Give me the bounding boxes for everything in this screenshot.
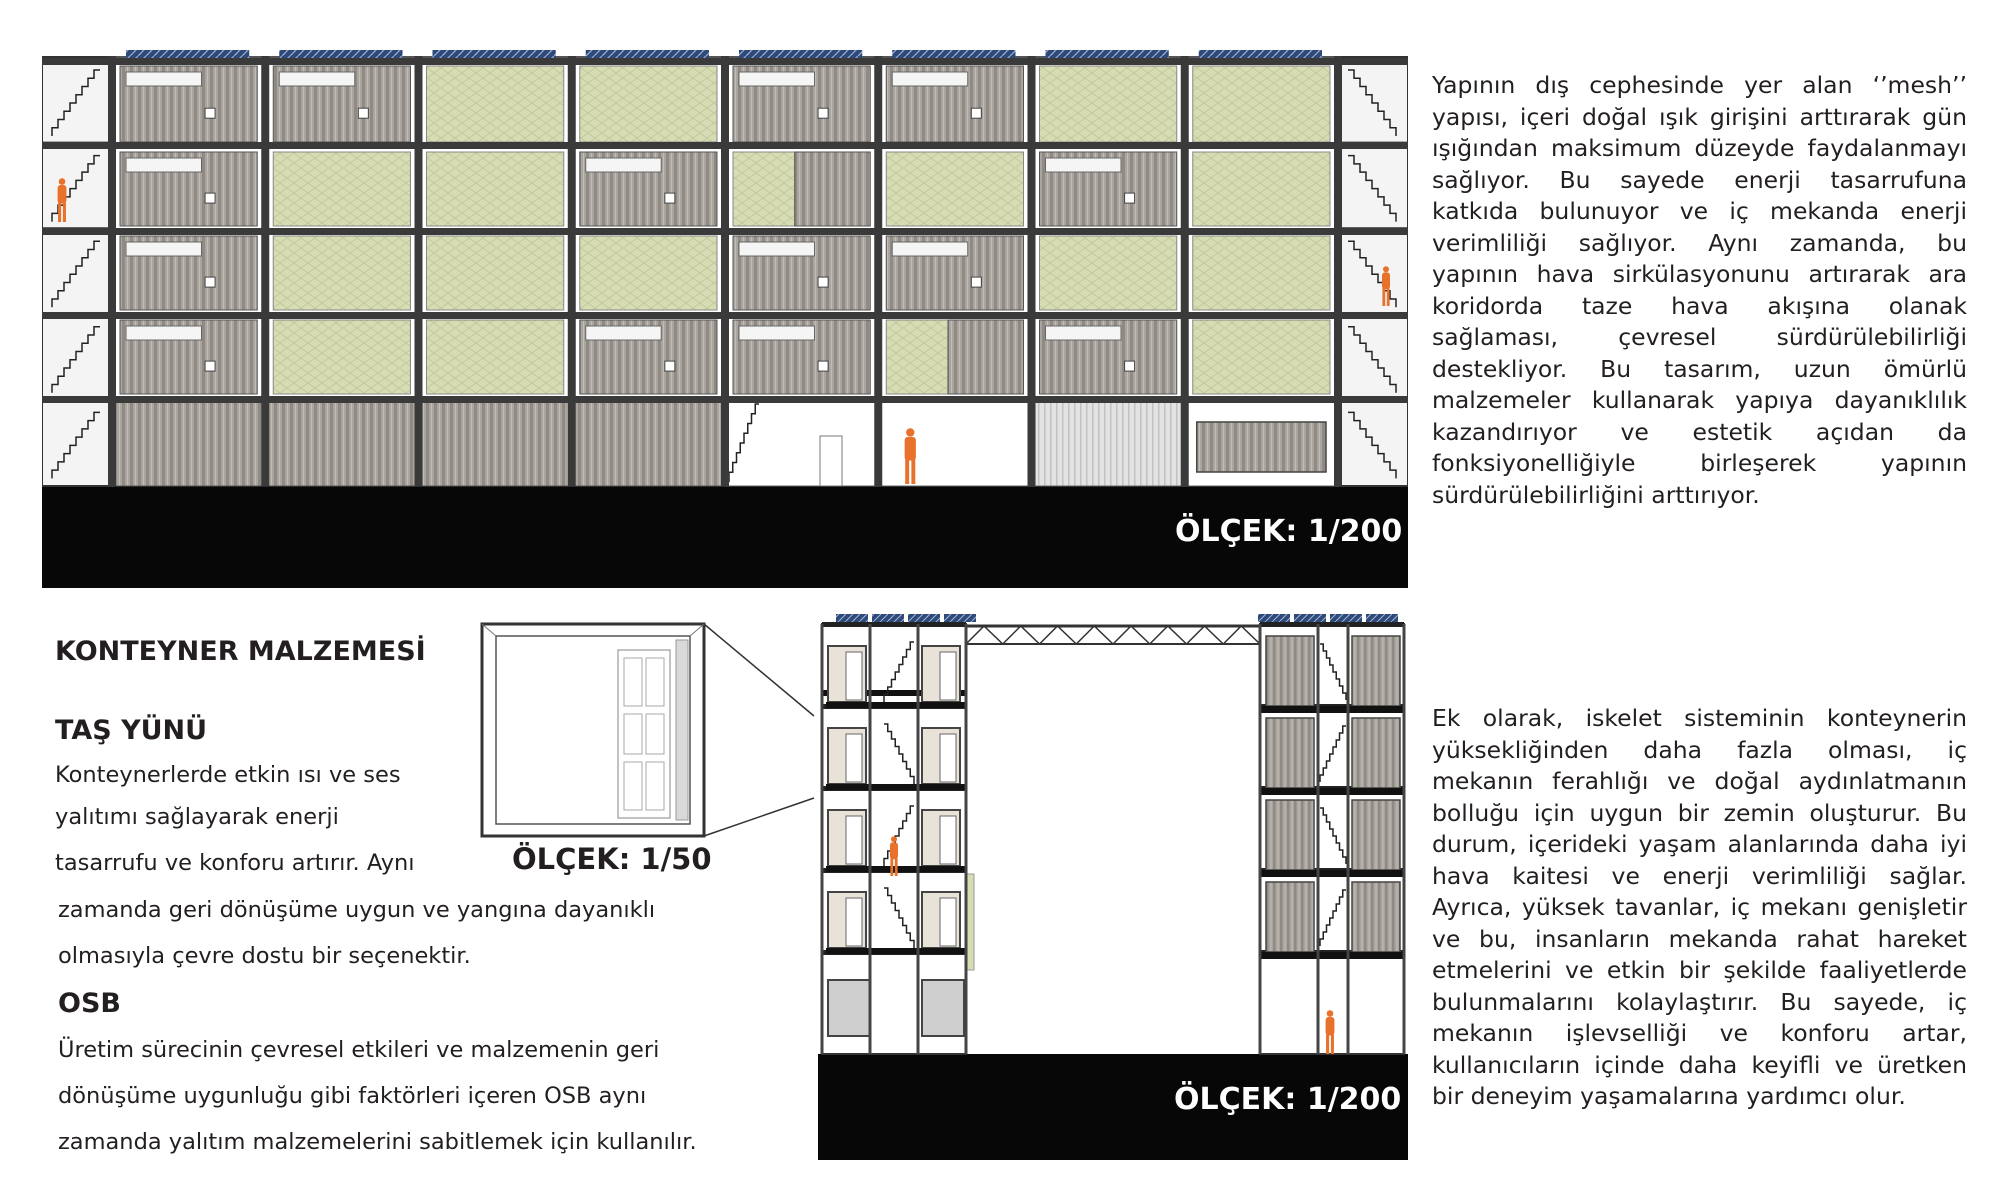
text-line: katkıda bulunuyor ve iç mekanda enerji bbox=[1432, 197, 1967, 225]
text-line: bolluğu için uygun bir zemin oluşturur. Bu bbox=[1432, 798, 1967, 827]
floor-beam bbox=[826, 948, 966, 954]
mesh-panel bbox=[1040, 236, 1177, 310]
container-vent bbox=[971, 277, 981, 287]
text-line: yapının hava sirkülasyonunu artırarak ara bbox=[1432, 260, 1967, 288]
text-line: bir deneyim yaşamalarına yardımcı olur. bbox=[1432, 1082, 1906, 1110]
floor-beam bbox=[1260, 788, 1404, 795]
text-line: Yapının dış cephesinde yer alan ‘’mesh’’ bbox=[1432, 71, 1967, 99]
container-window bbox=[126, 242, 201, 256]
container-vent bbox=[971, 108, 981, 118]
mesh-panel bbox=[427, 66, 564, 142]
solar-panel bbox=[892, 50, 1015, 58]
column bbox=[568, 56, 576, 486]
mesh-panel bbox=[1193, 236, 1330, 310]
container-window bbox=[126, 326, 201, 340]
stone-wool-line: Konteynerlerde etkin ısı ve ses bbox=[55, 762, 401, 788]
column bbox=[874, 56, 882, 486]
mesh-panel bbox=[1193, 152, 1330, 226]
detail-scale-label: ÖLÇEK: 1/50 bbox=[512, 842, 712, 876]
text-line: Ayrıca, yüksek tavanlar, iç mekanı genişletir bbox=[1432, 893, 1967, 921]
container-window bbox=[586, 326, 661, 340]
text-line: ve bu, insanların mekanda rahat hareket bbox=[1432, 924, 1967, 953]
container-vent bbox=[205, 193, 215, 203]
slab bbox=[1260, 622, 1404, 627]
ground-container bbox=[112, 400, 265, 486]
door bbox=[846, 898, 862, 946]
container-window bbox=[739, 242, 814, 256]
stone-wool-heading: TAŞ YÜNÜ bbox=[55, 715, 208, 746]
container-vent bbox=[665, 361, 675, 371]
solar-panel bbox=[872, 614, 904, 622]
container-vent bbox=[1125, 361, 1135, 371]
floor-beam bbox=[826, 702, 966, 708]
ground-room bbox=[828, 980, 870, 1036]
floor-beam bbox=[1260, 952, 1404, 959]
stone-wool-line: zamanda geri dönüşüme uygun ve yangına dayanıklı bbox=[58, 897, 656, 923]
solar-panel bbox=[739, 50, 862, 58]
container-window bbox=[279, 72, 354, 86]
door bbox=[846, 734, 862, 782]
solar-panel bbox=[1046, 50, 1169, 58]
slab bbox=[42, 58, 1408, 65]
slab bbox=[42, 142, 1408, 149]
ground-container bbox=[265, 400, 418, 486]
container-window bbox=[1046, 326, 1121, 340]
container bbox=[1352, 800, 1400, 870]
column bbox=[1259, 624, 1262, 1054]
solar-panel bbox=[126, 50, 249, 58]
container-vent bbox=[818, 361, 828, 371]
solar-panel bbox=[1366, 614, 1398, 622]
floor-beam bbox=[1260, 706, 1404, 713]
column bbox=[1181, 56, 1189, 486]
stair-tower bbox=[42, 58, 112, 486]
door bbox=[940, 898, 956, 946]
door bbox=[940, 816, 956, 864]
solar-panel bbox=[908, 614, 940, 622]
slab bbox=[42, 312, 1408, 319]
elevation-drawing bbox=[42, 48, 1408, 588]
solar-panel bbox=[279, 50, 402, 58]
text-line: yapısı, içeri doğal ışık girişini arttırarak gün bbox=[1432, 102, 1967, 131]
text-line: kazandırıyor ve estetik açıdan da bbox=[1432, 417, 1967, 446]
column bbox=[721, 56, 729, 486]
text-line: destekliyor. Bu tasarım, uzun ömürlü bbox=[1432, 354, 1967, 383]
container-vent bbox=[1125, 193, 1135, 203]
section-svg bbox=[818, 614, 1408, 1160]
osb-heading: OSB bbox=[58, 988, 121, 1019]
mesh-panel bbox=[580, 236, 717, 310]
mesh-panel bbox=[1040, 66, 1177, 142]
ground-lobby bbox=[878, 400, 1031, 486]
floor-beam bbox=[826, 784, 966, 790]
text-line: kullanıcıların içinde daha keyifli ve üretken bbox=[1432, 1050, 1967, 1079]
ground-container bbox=[1197, 422, 1326, 472]
mesh-panel bbox=[580, 66, 717, 142]
text-line: sağlaması, çevresel sürdürülebilirliği bbox=[1432, 323, 1967, 351]
text-line: hava kaitesi ve enerji verimliliği sağlar. bbox=[1432, 861, 1967, 890]
column bbox=[917, 624, 920, 1054]
container-window bbox=[739, 326, 814, 340]
container-window bbox=[739, 72, 814, 86]
solar-panel bbox=[944, 614, 976, 622]
text-line: mekanın ferahlığı ve doğal aydınlatmanın bbox=[1432, 767, 1967, 795]
text-line: yüksekliğinden daha fazla olması, iç bbox=[1432, 735, 1967, 764]
column bbox=[869, 624, 872, 1054]
ground-room bbox=[922, 980, 964, 1036]
container bbox=[1266, 636, 1314, 706]
column bbox=[108, 56, 116, 486]
solar-panel bbox=[433, 50, 556, 58]
text-line: sürdürülebilirliğini arttırıyor. bbox=[1432, 480, 1760, 509]
container bbox=[1352, 882, 1400, 952]
column bbox=[1334, 56, 1342, 486]
container-window bbox=[892, 72, 967, 86]
stone-wool-line: tasarrufu ve konforu artırır. Aynı bbox=[55, 850, 415, 876]
text-line: mekanın işlevselliği ve konforu artar, bbox=[1432, 1019, 1967, 1047]
section-scale-label: ÖLÇEK: 1/200 bbox=[1174, 1082, 1402, 1117]
facade-description bbox=[1432, 70, 1967, 511]
container-vent bbox=[665, 193, 675, 203]
container-vent bbox=[358, 108, 368, 118]
osb-line: zamanda yalıtım malzemelerini sabitlemek için kullanılır. bbox=[58, 1129, 697, 1155]
elevation-svg bbox=[42, 48, 1408, 588]
text-line: koridorda taze hava akışına olanak bbox=[1432, 291, 1967, 320]
column bbox=[1317, 624, 1320, 1054]
container-detail-drawing bbox=[480, 620, 820, 876]
container-window bbox=[892, 242, 967, 256]
text-line: ışığından maksimum düzeyde faydalanmayı bbox=[1432, 134, 1967, 162]
material-title: KONTEYNER MALZEMESİ bbox=[55, 636, 426, 667]
slab bbox=[42, 228, 1408, 235]
mesh-panel bbox=[427, 152, 564, 226]
column bbox=[1403, 624, 1406, 1054]
door bbox=[940, 734, 956, 782]
text-line: fonksiyonelliğiyle birleşerek yapının bbox=[1432, 449, 1967, 477]
slab bbox=[42, 396, 1408, 403]
solar-panel bbox=[1294, 614, 1326, 622]
elevation-scale-label: ÖLÇEK: 1/200 bbox=[1175, 514, 1403, 549]
text-line: malzemeler kullanarak yapıya dayanıklılık bbox=[1432, 386, 1967, 414]
stone-wool-line: yalıtımı sağlayarak enerji bbox=[55, 804, 339, 830]
solar-panel bbox=[836, 614, 868, 622]
column bbox=[821, 624, 824, 1054]
container-detail-svg bbox=[480, 620, 820, 860]
osb-line: Üretim sürecinin çevresel etkileri ve malzemenin geri bbox=[58, 1037, 660, 1063]
container bbox=[1266, 882, 1314, 952]
mesh-panel bbox=[886, 320, 948, 394]
mesh-panel bbox=[273, 236, 410, 310]
text-line: bulunmalarını kolaylaştırır. Bu sayede, iç bbox=[1432, 987, 1967, 1016]
container-vent bbox=[205, 108, 215, 118]
text-line: sağlıyor. Bu sayede enerji tasarrufuna bbox=[1432, 165, 1967, 194]
osb-line: dönüşüme uygunluğu gibi faktörleri içeren OSB aynı bbox=[58, 1083, 647, 1109]
text-line: verimliliği sağlıyor. Aynı zamanda, bu bbox=[1432, 228, 1967, 257]
mesh-panel bbox=[1193, 66, 1330, 142]
solar-panel bbox=[1258, 614, 1290, 622]
stone-wool-line: olmasıyla çevre dostu bir seçenektir. bbox=[58, 943, 471, 969]
door bbox=[846, 652, 862, 700]
section-drawing bbox=[818, 614, 1408, 1160]
mesh-panel bbox=[273, 152, 410, 226]
mesh-panel bbox=[1193, 320, 1330, 394]
text-line: Ek olarak, iskelet sisteminin konteynerin bbox=[1432, 704, 1967, 732]
ground-shutter bbox=[1032, 400, 1185, 486]
door bbox=[940, 652, 956, 700]
stair-tower bbox=[1338, 58, 1408, 486]
container-window bbox=[126, 158, 201, 172]
lobby-door bbox=[820, 436, 842, 486]
container-vent bbox=[818, 277, 828, 287]
container-panel bbox=[948, 320, 1023, 394]
ground-lobby bbox=[725, 400, 878, 486]
text-line: etmelerini ve etkin bir şekilde faaliyetlerde bbox=[1432, 956, 1967, 984]
door bbox=[846, 816, 862, 864]
mesh-panel bbox=[427, 236, 564, 310]
ground-container bbox=[572, 400, 725, 486]
floor-beam bbox=[1260, 870, 1404, 877]
column bbox=[415, 56, 423, 486]
door-detail bbox=[618, 650, 670, 818]
mesh-panel bbox=[427, 320, 564, 394]
truss bbox=[966, 626, 1260, 644]
container bbox=[1266, 800, 1314, 870]
slab bbox=[822, 622, 966, 627]
mesh-panel bbox=[886, 152, 1023, 226]
text-line: durum, içerideki yaşam alanlarında daha iyi bbox=[1432, 830, 1967, 858]
mesh-panel bbox=[273, 320, 410, 394]
container bbox=[1266, 718, 1314, 788]
container bbox=[1352, 718, 1400, 788]
solar-panel bbox=[586, 50, 709, 58]
solar-panel bbox=[1330, 614, 1362, 622]
container-vent bbox=[818, 108, 828, 118]
container-vent bbox=[205, 277, 215, 287]
solar-panel bbox=[1199, 50, 1322, 58]
ground-container bbox=[419, 400, 572, 486]
column bbox=[965, 624, 968, 1054]
container-panel bbox=[795, 152, 870, 226]
column bbox=[1028, 56, 1036, 486]
column bbox=[261, 56, 269, 486]
container-window bbox=[586, 158, 661, 172]
mesh-panel bbox=[733, 152, 795, 226]
container-window bbox=[1046, 158, 1121, 172]
column bbox=[1347, 624, 1350, 1054]
container-window bbox=[126, 72, 201, 86]
section-description bbox=[1432, 703, 1967, 1113]
container-vent bbox=[205, 361, 215, 371]
container bbox=[1352, 636, 1400, 706]
